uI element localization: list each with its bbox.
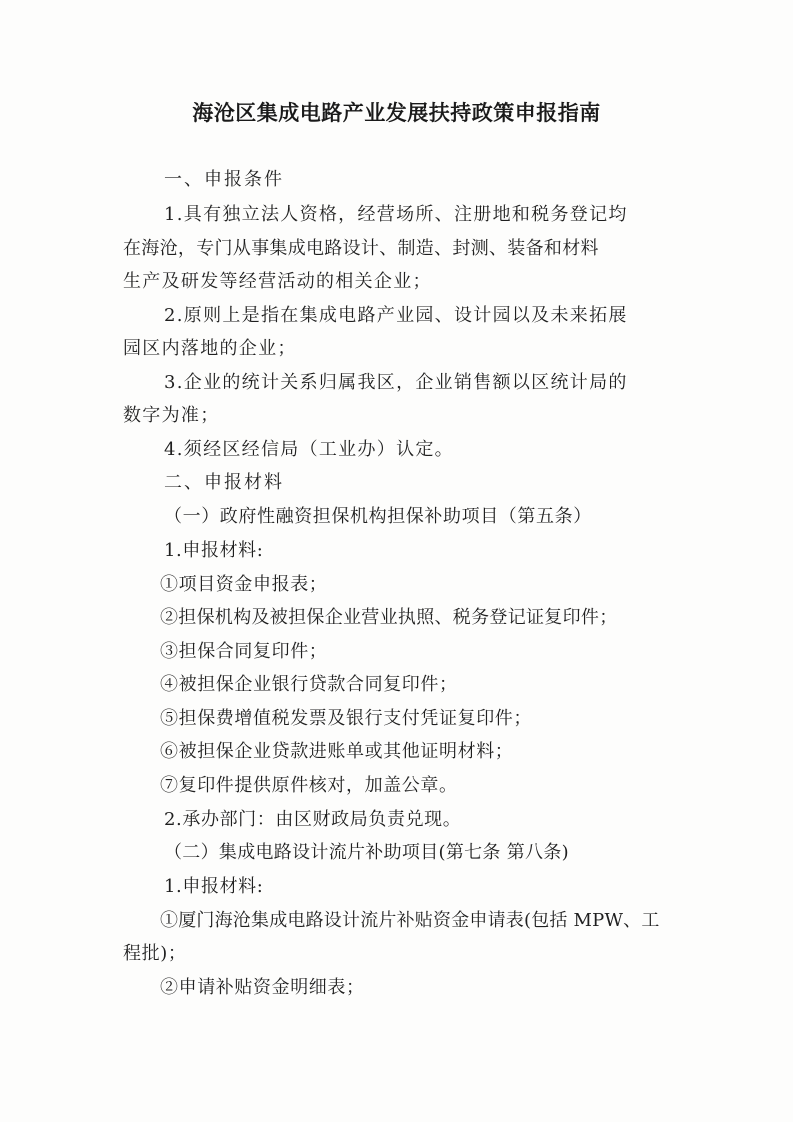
list-item: ④被担保企业银行贷款合同复印件； xyxy=(160,674,458,695)
subsection-heading: （一）政府性融资担保机构担保补助项目（第五条） xyxy=(164,506,592,527)
body-line: 生产及研发等经营活动的相关企业； xyxy=(123,271,432,292)
body-line: 数字为准； xyxy=(123,405,220,426)
body-line: 在海沧，专门从事集成电路设计、制造、封测、装备和材料 xyxy=(123,238,599,259)
list-item: ⑥被担保企业贷款进账单或其他证明材料； xyxy=(160,741,514,762)
body-line: 园区内落地的企业； xyxy=(123,338,297,359)
body-line: 2.原则上是指在集成电路产业园、设计园以及未来拓展 xyxy=(164,305,628,326)
section-heading-materials: 二、申报材料 xyxy=(164,472,284,493)
section-heading-conditions: 一、申报条件 xyxy=(164,169,284,190)
list-label: 1.申报材料: xyxy=(164,540,264,561)
body-line: 1.具有独立法人资格，经营场所、注册地和税务登记均 xyxy=(164,204,628,225)
document-title: 海沧区集成电路产业发展扶持政策申报指南 xyxy=(192,101,601,125)
body-line: 4.须经区经信局（工业办）认定。 xyxy=(164,439,454,460)
list-item: ③担保合同复印件； xyxy=(160,641,328,662)
list-label: 1.申报材料: xyxy=(164,876,264,897)
body-line: 3.企业的统计关系归属我区，企业销售额以区统计局的 xyxy=(164,372,628,393)
list-item: ⑦复印件提供原件核对，加盖公章。 xyxy=(160,775,458,796)
list-item: ②担保机构及被担保企业营业执照、税务登记证复印件； xyxy=(160,607,618,628)
list-item: ①厦门海沧集成电路设计流片补贴资金申请表(包括 MPW、工 xyxy=(160,910,660,931)
list-item: ①项目资金申报表； xyxy=(160,574,328,595)
list-label: 2.承办部门：由区财政局负责兑现。 xyxy=(164,809,462,830)
list-item-continuation: 程批)； xyxy=(123,943,187,964)
list-item: ②申请补贴资金明细表； xyxy=(160,977,365,998)
list-item: ⑤担保费增值税发票及银行支付凭证复印件； xyxy=(160,708,532,729)
subsection-heading: （二）集成电路设计流片补助项目(第七条 第八条) xyxy=(164,842,569,863)
